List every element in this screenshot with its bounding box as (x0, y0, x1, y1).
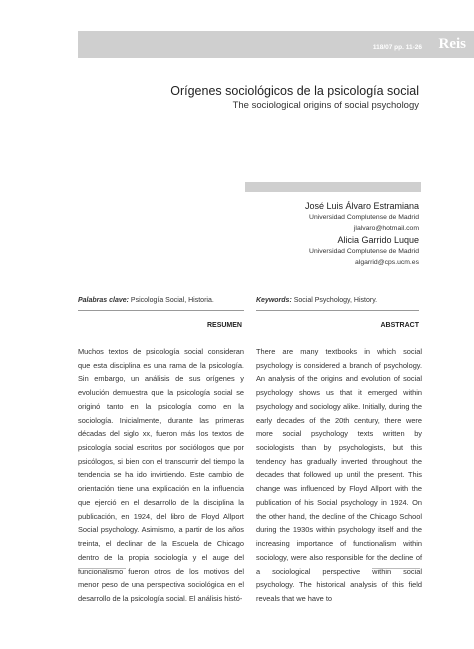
keywords-en (256, 297, 377, 304)
author-email: algarrid@cps.ucm.es (355, 259, 419, 266)
issue-info: 118/07 pp. 11-26 (372, 44, 422, 51)
journal-logo: Reis (438, 36, 466, 52)
author-affiliation: Universidad Complutense de Madrid (309, 248, 419, 255)
resumen-heading: RESUMEN (206, 322, 242, 329)
authors-block (305, 201, 419, 269)
divider (78, 310, 244, 311)
article-title: Orígenes sociológicos de la psicología social (170, 84, 419, 98)
keywords-es-value: Psicología Social, Historia. (128, 297, 214, 304)
keywords-en-value: Social Psychology, History. (291, 297, 378, 304)
author-name: Alicia Garrido Luque (337, 235, 419, 245)
keywords-es-label: Palabras clave: (78, 297, 129, 304)
keywords-es (78, 297, 214, 304)
authors-bar (245, 182, 421, 192)
author-email: jlalvaro@hotmail.com (353, 225, 419, 232)
author-name: José Luis Álvaro Estramiana (304, 201, 419, 211)
divider (256, 310, 419, 311)
abstract-heading: ABSTRACT (380, 322, 419, 329)
article-subtitle: The sociological origins of social psychology (232, 100, 419, 111)
footnote-rule (372, 568, 420, 569)
footnote-rule (78, 568, 126, 569)
keywords-en-label: Keywords: (256, 297, 292, 304)
resumen-text: Muchos textos de psicología social consideran que esta disciplina es una rama de la psicología. Sin embargo, un análisis de sus orígenes y evolución demuestra que la psicología social se originó tanto en la psicología como en la sociología. Inicialmente, durante las primeras décadas del siglo xx, fueron más los textos de psicología social escritos por sociólogos que por psicólogos, si bien con el transcurrir del tiempo la tendencia se ha ido invirtiendo. Este cambio de orientación tiene una explicación en la influencia que ejerció en el desarrollo de la disciplina la publicación, en 1924, del libro de Floyd Allport Social psychology. Asimismo, a partir de los años treinta, el declinar de la Escuela de Chicago dentro de la propia sociología y el auge del funcionalismo fueron otros de los motivos del menor peso de una perspectiva sociológica en el desarrollo de la psicología social. El análisis histó- (78, 347, 244, 603)
author-affiliation: Universidad Complutense de Madrid (309, 214, 419, 221)
abstract-text: There are many textbooks in which social psychology is considered a branch of psychology. An analysis of the origins and evolution of social psychology shows us that it emerged within psychology and sociology alike. Initially, during the early decades of the 20th century, there were more social psychology texts written by sociologists than by psychologists, but this tendency has gradually inverted throughout the decades that followed up until the present. This change was influenced by Floyd Allport with the publication of his Social psychology in 1924. On the other hand, the decline of the Chicago School during the 1930s within psychology itself and the increasing importance of functionalism within sociology, were also responsible for the decline of a sociological perspective within social psychology. The historical analysis of this field reveals that we have to (256, 347, 422, 603)
